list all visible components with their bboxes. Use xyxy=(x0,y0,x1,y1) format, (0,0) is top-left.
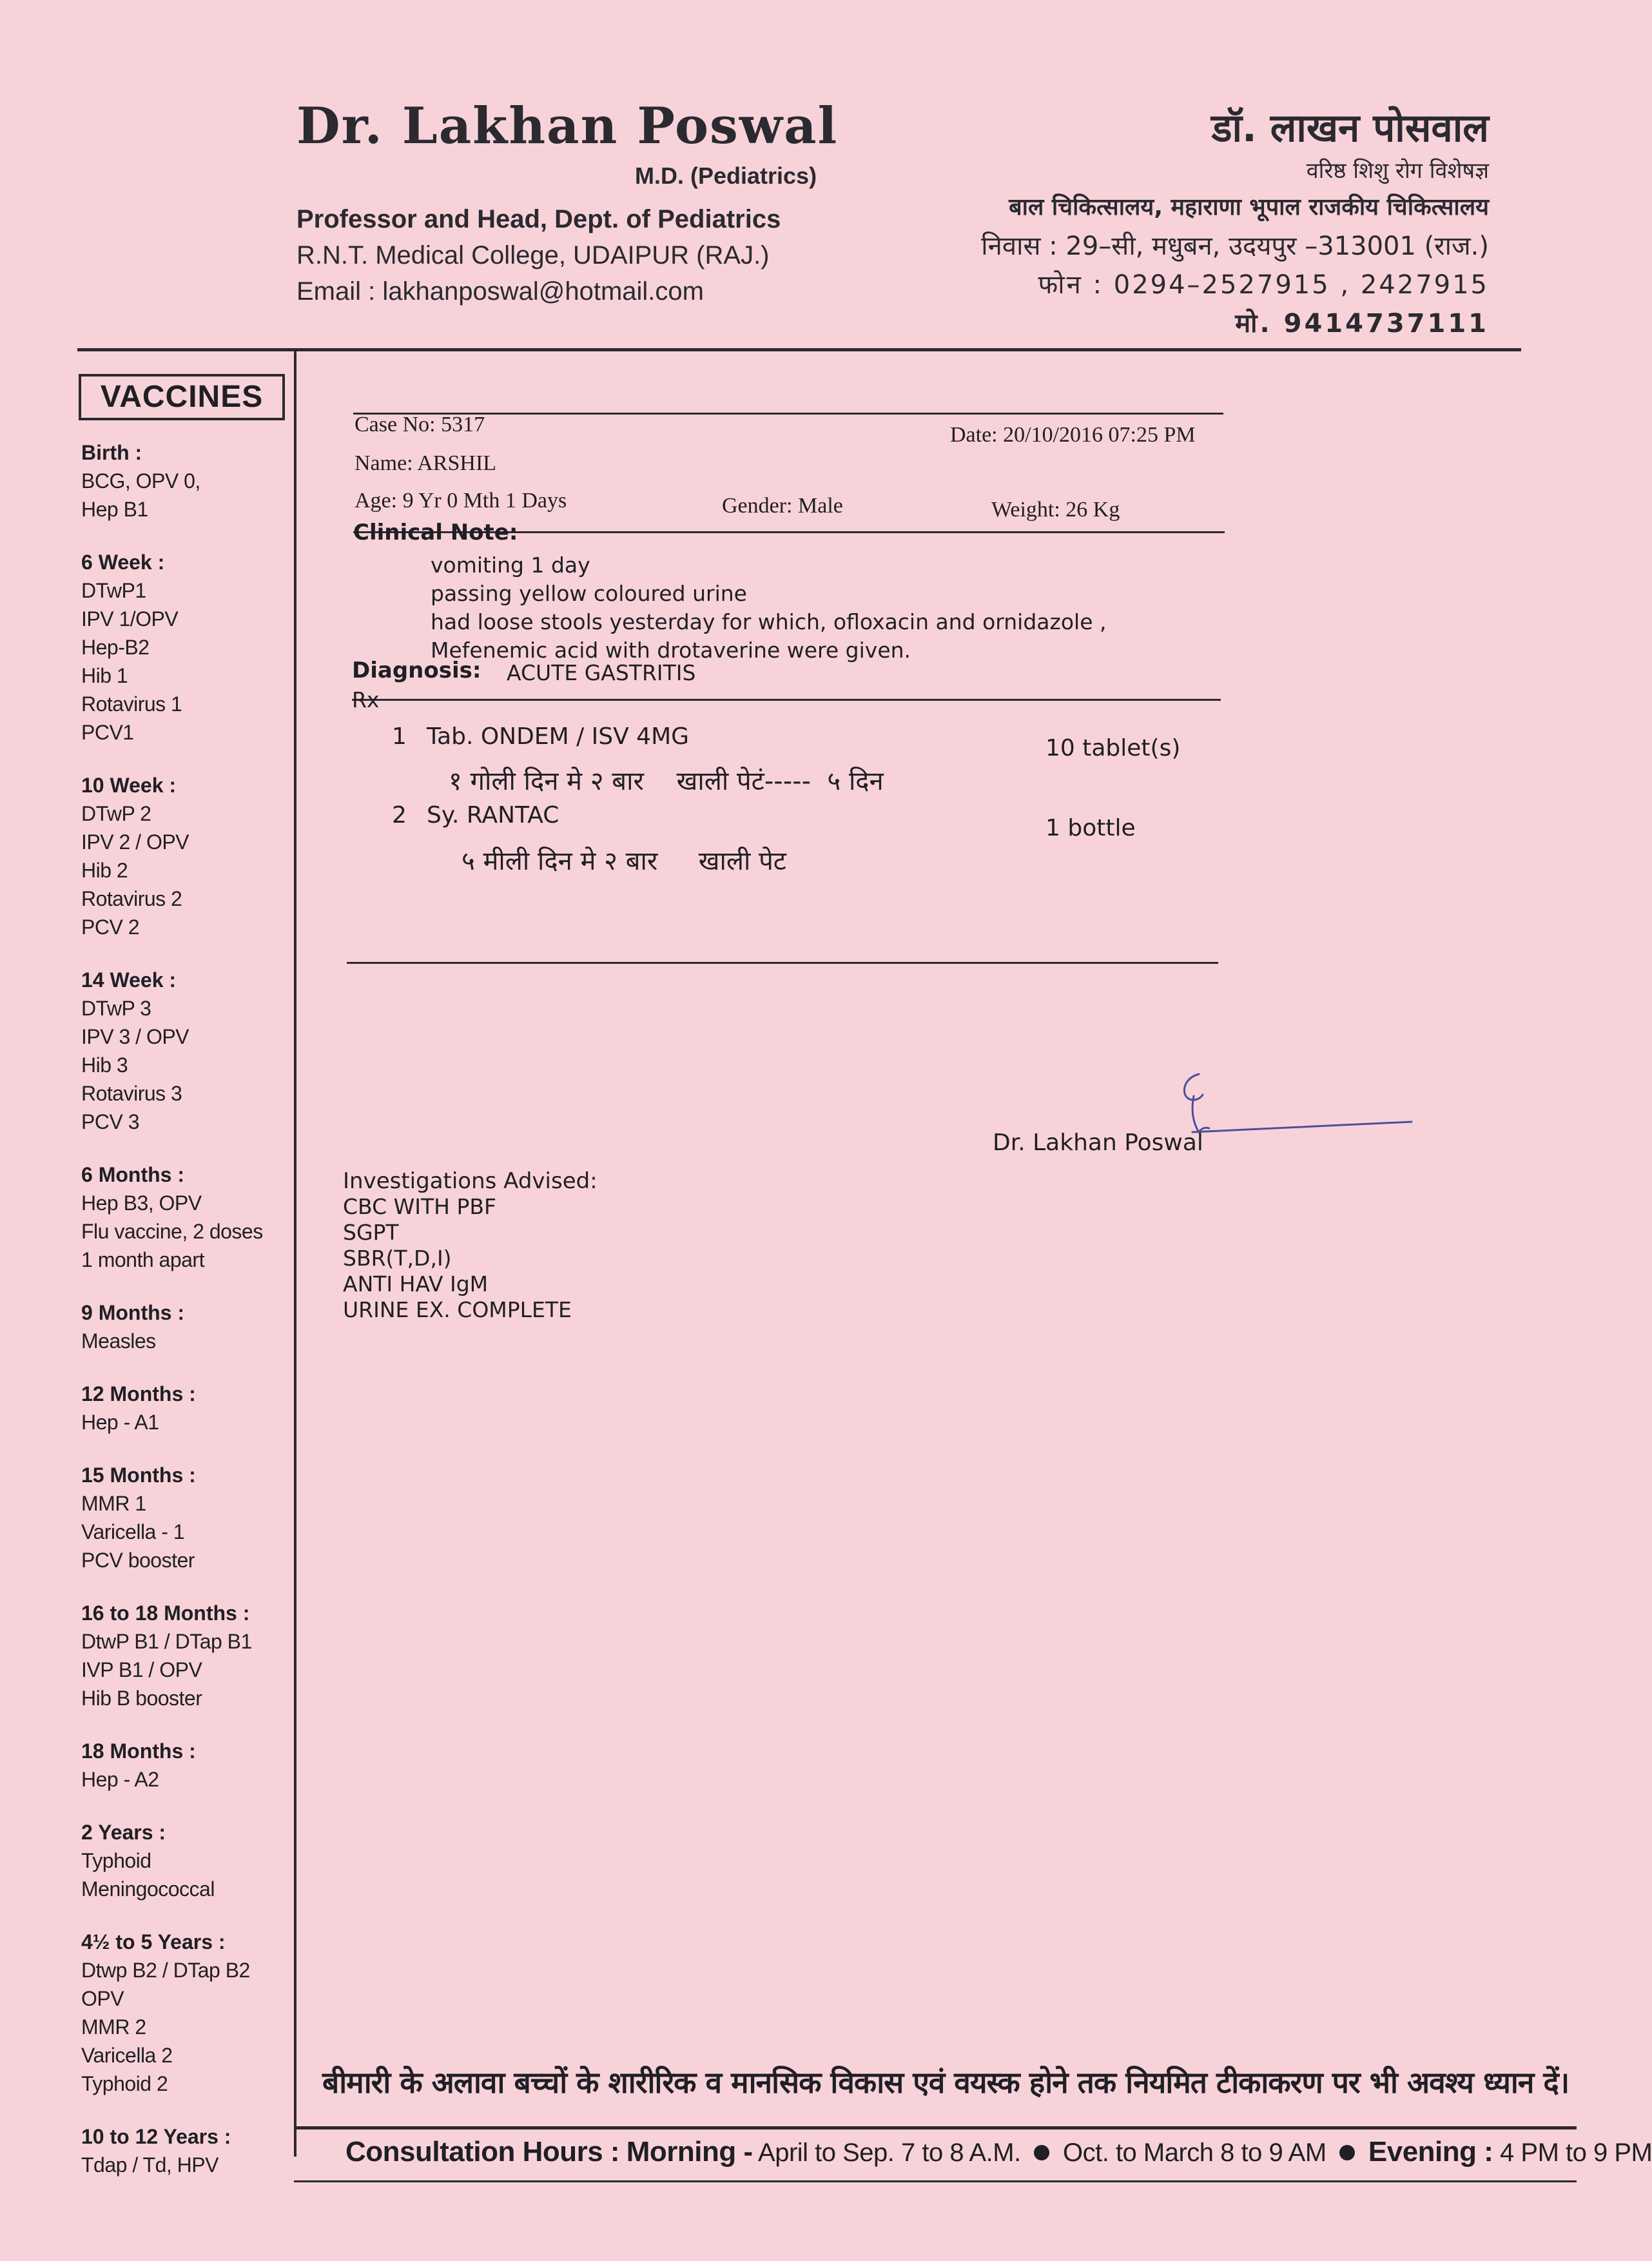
vaccine-group xyxy=(81,1737,294,1794)
vaccine-item: Dtwp B2 / DTap B2 xyxy=(81,1959,250,1982)
evening-label: Evening : xyxy=(1368,2136,1493,2168)
bullet-icon xyxy=(1034,2145,1049,2160)
vaccine-group xyxy=(81,771,294,941)
vaccine-item: Hib 2 xyxy=(81,859,128,882)
bullet-icon xyxy=(1339,2145,1355,2160)
vaccine-age-heading: 16 to 18 Months : xyxy=(81,1601,250,1625)
vaccine-item: IPV 1/OPV xyxy=(81,607,179,631)
vaccine-age-heading: 6 Months : xyxy=(81,1163,184,1186)
rx-item-instructions: ५ मीली दिन मे २ बार खाली पेट xyxy=(462,847,786,876)
vaccine-item: MMR 2 xyxy=(81,2015,146,2039)
vaccine-item: Rotavirus 2 xyxy=(81,887,182,910)
clinical-note-line: Mefenemic acid with drotaverine were given. xyxy=(431,638,911,663)
vaccine-group xyxy=(81,2122,294,2179)
footer-divider-top xyxy=(294,2126,1577,2129)
vaccine-item: Typhoid 2 xyxy=(81,2072,168,2095)
diagnosis-label: Diagnosis: xyxy=(352,658,481,683)
vaccine-item: Rotavirus 1 xyxy=(81,692,182,716)
vaccine-item: BCG, OPV 0, xyxy=(81,469,200,493)
vaccine-item: OPV xyxy=(81,1987,124,2010)
vaccine-item: IPV 2 / OPV xyxy=(81,830,189,854)
prescription-end-line xyxy=(347,962,1218,964)
rx-item-quantity: 1 bottle xyxy=(1045,815,1136,841)
address-hindi: निवास : 29–सी, मधुबन, उदयपुर –313001 (राज.) xyxy=(981,231,1489,261)
rx-item-instructions: १ गोली दिन मे २ बार खाली पेटं----- ५ दिन xyxy=(449,767,884,796)
vaccine-age-heading: 10 to 12 Years : xyxy=(81,2125,231,2148)
doctor-email: Email : lakhanposwal@hotmail.com xyxy=(296,277,704,306)
rx-item-name: Tab. ONDEM / ISV 4MG xyxy=(427,723,690,750)
rx-item-name: Sy. RANTAC xyxy=(427,802,559,828)
hours-label: Consultation Hours : xyxy=(345,2136,620,2168)
patient-name: Name: ARSHIL xyxy=(355,451,497,475)
vaccine-group xyxy=(81,1928,294,2098)
visit-date: Date: 20/10/2016 07:25 PM xyxy=(950,423,1196,447)
vaccine-age-heading: 4½ to 5 Years : xyxy=(81,1930,226,1953)
rx-item-number: 2 xyxy=(392,802,407,828)
doctor-title: Professor and Head, Dept. of Pediatrics xyxy=(296,205,781,233)
morning-hours: April to Sep. 7 to 8 A.M. xyxy=(758,2139,1021,2167)
vaccine-schedule xyxy=(81,438,294,2204)
vaccine-age-heading: 15 Months : xyxy=(81,1463,196,1487)
vaccine-age-heading: 10 Week : xyxy=(81,774,177,797)
mobile-hindi: मो. 9414737111 xyxy=(1235,309,1489,338)
vaccine-item: Hep B3, OPV xyxy=(81,1191,202,1215)
evening-hours: 4 PM to 9 PM xyxy=(1500,2139,1652,2167)
vaccine-group xyxy=(81,966,294,1136)
rx-symbol: Rx xyxy=(352,687,380,712)
vaccine-age-heading: Birth : xyxy=(81,441,142,464)
investigations-label: Investigations Advised: xyxy=(343,1168,598,1194)
specialty-hindi: वरिष्ठ शिशु रोग विशेषज्ञ xyxy=(1306,158,1489,184)
patient-age: Age: 9 Yr 0 Mth 1 Days xyxy=(355,489,567,513)
vaccine-group xyxy=(81,1160,294,1274)
investigation-item: SBR(T,D,I) xyxy=(343,1246,452,1271)
clinical-note-line: passing yellow coloured urine xyxy=(431,581,747,606)
investigation-item: SGPT xyxy=(343,1220,399,1245)
morning-label: Morning - xyxy=(626,2136,753,2168)
vaccine-age-heading: 14 Week : xyxy=(81,968,177,992)
vaccine-item: Hep B1 xyxy=(81,498,148,521)
vaccine-age-heading: 2 Years : xyxy=(81,1821,166,1844)
clinical-note-line: had loose stools yesterday for which, ofloxacin and ornidazole , xyxy=(431,609,1107,634)
investigation-item: CBC WITH PBF xyxy=(343,1194,496,1219)
vaccine-item: Typhoid xyxy=(81,1849,151,1872)
investigations-list xyxy=(343,1194,572,1323)
footer-divider-bottom xyxy=(294,2180,1577,2182)
vaccine-item: PCV 2 xyxy=(81,915,139,939)
diagnosis-value: ACUTE GASTRITIS xyxy=(507,660,696,685)
vaccine-item: IPV 3 / OPV xyxy=(81,1025,189,1048)
vaccine-age-heading: 9 Months : xyxy=(81,1301,184,1324)
vaccine-group xyxy=(81,1818,294,1903)
vaccine-group xyxy=(81,548,294,747)
rx-item-quantity: 10 tablet(s) xyxy=(1045,735,1181,761)
vaccine-item: Hep - A2 xyxy=(81,1768,159,1791)
patient-gender: Gender: Male xyxy=(722,494,843,518)
phone-hindi: फोन : 0294–2527915 , 2427915 xyxy=(1038,270,1489,300)
diagnosis-underline xyxy=(352,699,1221,701)
winter-hours: Oct. to March 8 to 9 AM xyxy=(1062,2139,1326,2167)
vaccine-item: Hep - A1 xyxy=(81,1411,159,1434)
patient-weight: Weight: 26 Kg xyxy=(991,498,1120,522)
vaccine-item: Hib 3 xyxy=(81,1053,128,1077)
vaccine-item: PCV booster xyxy=(81,1549,195,1572)
vaccine-group xyxy=(81,1461,294,1574)
investigation-item: ANTI HAV IgM xyxy=(343,1271,489,1297)
vaccine-item: Flu vaccine, 2 doses xyxy=(81,1220,263,1243)
hospital-hindi: बाल चिकित्सालय, महाराणा भूपाल राजकीय चिकित्सालय xyxy=(1009,194,1489,220)
vaccine-item: Varicella - 1 xyxy=(81,1520,185,1543)
vaccine-item: IVP B1 / OPV xyxy=(81,1658,202,1681)
vaccine-item: PCV 3 xyxy=(81,1110,139,1133)
vaccine-item: DtwP B1 / DTap B1 xyxy=(81,1630,252,1653)
vaccine-item: MMR 1 xyxy=(81,1492,146,1515)
vaccine-group xyxy=(81,1380,294,1436)
doctor-name: Dr. Lakhan Poswal xyxy=(296,97,839,155)
vaccine-group xyxy=(81,1298,294,1355)
vaccine-group xyxy=(81,438,294,524)
doctor-college: R.N.T. Medical College, UDAIPUR (RAJ.) xyxy=(296,241,770,269)
clinical-note-text xyxy=(431,551,1106,665)
case-number: Case No: 5317 xyxy=(355,413,485,436)
vaccine-item: DTwP1 xyxy=(81,579,146,602)
clinical-note-label: Clinical Note: xyxy=(353,520,518,545)
vaccines-title: VACCINES xyxy=(79,374,285,420)
vaccine-group xyxy=(81,1599,294,1712)
consultation-hours xyxy=(345,2136,1652,2168)
vaccine-item: DTwP 2 xyxy=(81,802,151,825)
vaccine-item: Meningococcal xyxy=(81,1877,215,1901)
doctor-name-hindi: डॉ. लाखन पोसवाल xyxy=(1211,106,1489,151)
vaccine-item: 1 month apart xyxy=(81,1248,204,1271)
vaccine-item: Hib B booster xyxy=(81,1687,202,1710)
vaccine-age-heading: 6 Week : xyxy=(81,551,165,574)
footer-advice-hindi: बीमारी के अलावा बच्चों के शारीरिक व मानसिक विकास एवं वयस्क होने तक नियमित टीकाकरण पर भी अवश्य ध्यान दें। xyxy=(322,2065,1569,2100)
vaccine-item: Tdap / Td, HPV xyxy=(81,2153,219,2177)
vaccine-age-heading: 18 Months : xyxy=(81,1739,196,1763)
vaccine-item: Hib 1 xyxy=(81,664,128,687)
vaccine-item: DTwP 3 xyxy=(81,997,151,1020)
vaccine-item: Measles xyxy=(81,1329,156,1353)
investigation-item: URINE EX. COMPLETE xyxy=(343,1297,572,1322)
vaccine-item: Varicella 2 xyxy=(81,2044,173,2067)
rx-item-number: 1 xyxy=(392,723,407,750)
doctor-degree: M.D. (Pediatrics) xyxy=(635,162,817,189)
clinical-note-line: vomiting 1 day xyxy=(431,553,590,578)
signature-name: Dr. Lakhan Poswal xyxy=(993,1130,1203,1156)
vaccine-item: Hep-B2 xyxy=(81,636,150,659)
vaccine-item: Rotavirus 3 xyxy=(81,1082,182,1105)
vaccine-age-heading: 12 Months : xyxy=(81,1382,196,1405)
sidebar-divider xyxy=(294,351,296,2157)
vaccine-item: PCV1 xyxy=(81,721,134,744)
